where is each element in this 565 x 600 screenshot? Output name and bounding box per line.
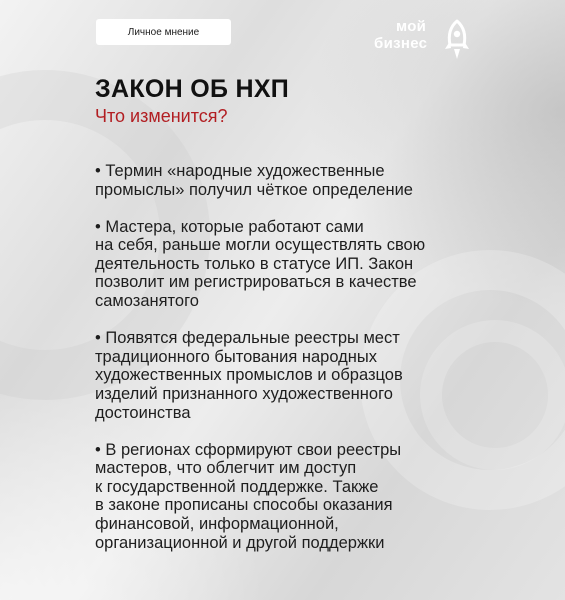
bullet-line: мастеров, что облегчит им доступ — [95, 459, 357, 478]
opinion-badge-label: Личное мнение — [127, 26, 200, 38]
bullet-line: в законе прописаны способы оказания — [95, 496, 393, 515]
bullet-line: традиционного бытования народных — [95, 347, 378, 366]
bullet-line: к государственной поддержке. Также — [95, 477, 379, 496]
page-title: ЗАКОН ОБ НХП — [95, 75, 290, 103]
bullet-item — [95, 441, 475, 553]
bullet-line: • В регионах сформируют свои реестры — [95, 440, 402, 459]
bullet-line: • Появятся федеральные реестры мест — [95, 329, 400, 348]
bullet-item — [95, 162, 475, 199]
bullet-line: организационной и другой поддержки — [95, 533, 385, 552]
bullet-line: деятельность только в статусе ИП. Закон — [95, 254, 414, 273]
page-subtitle: Что изменится? — [95, 106, 228, 126]
bullet-item — [95, 329, 475, 422]
bullet-line: самозанятого — [95, 292, 199, 311]
bullet-line: достоинства — [95, 403, 191, 422]
logo-text-bottom: бизнес — [374, 35, 428, 52]
bullet-line: изделий признанного художественного — [95, 384, 393, 403]
bullet-line: на себя, раньше могли осуществлять свою — [95, 236, 426, 255]
bullet-line: позволит им регистрироваться в качестве — [95, 273, 417, 292]
rocket-icon — [444, 19, 470, 63]
bullet-item — [95, 218, 475, 311]
bullet-line: • Термин «народные художественные — [95, 162, 385, 180]
moy-biznes-logo — [374, 18, 474, 64]
bullet-line: финансовой, информационной, — [95, 515, 339, 533]
bullet-line: художественных промыслов и образцов — [95, 366, 403, 385]
bullet-line: • Мастера, которые работают сами — [95, 217, 364, 236]
opinion-badge — [96, 19, 231, 45]
bullet-line: промыслы» получил чёткое определение — [95, 180, 413, 199]
bullet-list — [95, 162, 475, 571]
logo-text-top: мой — [396, 18, 427, 35]
